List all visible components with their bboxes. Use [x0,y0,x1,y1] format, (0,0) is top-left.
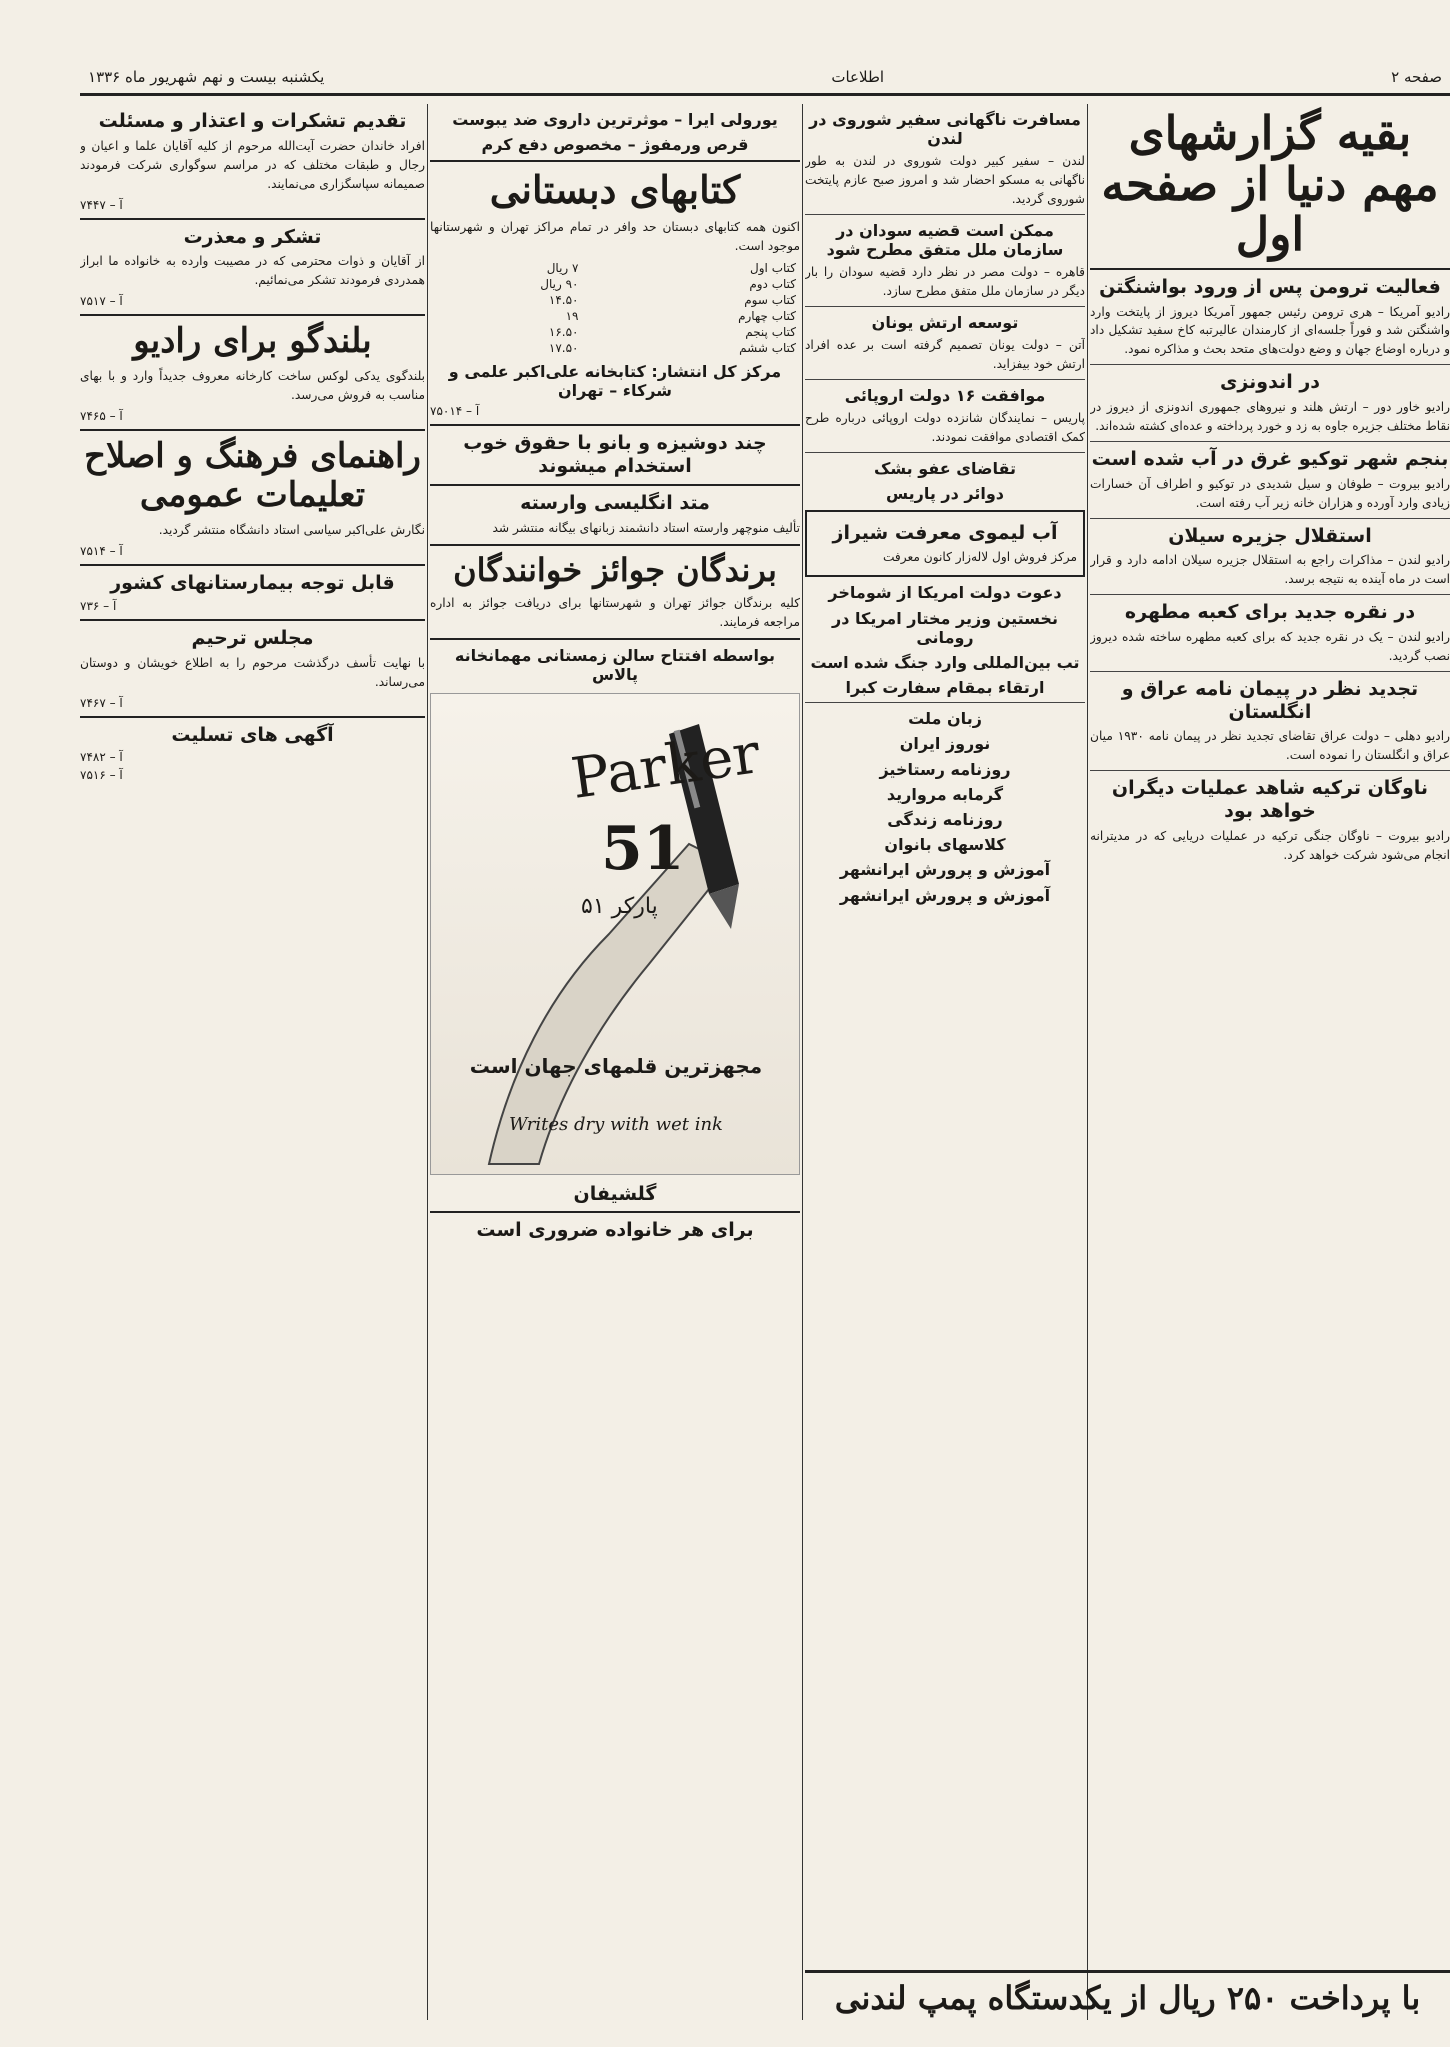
divider [805,379,1085,380]
divider [430,638,800,640]
prize-winners-body: کلیه برندگان جوائز تهران و شهرستانها برای دریافت جوائز به اداره مراجعه فرمایند. [430,596,800,630]
article-heading: تجدید نظر در پیمان نامه عراق و انگلستان [1121,677,1419,723]
parker-pen-ad [430,693,800,1175]
article-body: رادیو لندن – یک در نقره جدید که برای کعبه مطهره ساخته شده دیروز نصب گردید. [1090,629,1450,663]
price-value: ۹۰ ریال [540,276,579,291]
price-label: کتاب چهارم [738,308,796,323]
pump-ad-text: با پرداخت ۲۵۰ ریال از یکدستگاه پمپ لندنی [834,1979,1421,2017]
ad-body: تألیف منوچهر وارسته استاد دانشمند زبانهای بیگانه منتشر شد [492,520,800,535]
price-row [430,340,800,356]
price-label: کتاب پنجم [745,324,796,339]
article-body: رادیو بیروت – طوفان و سیل شدیدی در توکیو و اطراف آن خسارات زیادی وارد آورده و هزاران خانه زیر آب رفته است. [1090,476,1450,510]
ad-heading: بواسطه افتتاح سالن زمستانی مهمانخانه پالاس [454,646,776,685]
column-notices [80,104,425,2020]
parker-model-fa: پارکر ۵۱ [581,893,658,919]
page-header [80,60,1450,96]
article-body: رادیو لندن – مذاکرات راجع به استقلال جزیره سیلان ادامه دارد و قرار است در ماه آینده به نتیجه برسد. [1090,553,1450,587]
price-value: ۱۹ [565,308,579,323]
article-body: پاریس – نمایندگان شانزده دولت اروپائی درباره طرح کمک اقتصادی موافقت نمودند. [805,411,1085,445]
culture-guide-body: نگارش علی‌اکبر سیاسی استاد دانشگاه منتشر گردید. [158,523,425,538]
column-divider [427,104,428,2020]
price-row [430,292,800,308]
ad-heading: آموزش و پرورش ایرانشهر [839,860,1051,880]
ad-heading: برای هر خانواده ضروری است [476,1219,754,1242]
pump-ad-banner [805,1970,1450,2023]
article-heading: ناوگان ترکیه شاهد عملیات دیگران خواهد بود [1111,777,1429,822]
divider [805,452,1085,453]
ad-heading: آموزش و پرورش ایرانشهر [839,885,1051,905]
books-footer: مرکز کل انتشار: کتابخانه علی‌اکبر علمی و شرکاء – تهران [448,361,782,401]
notice-heading: تقدیم تشکرات و اعتذار و مسئلت [98,110,407,132]
ad-code: آ – ۷۴۶۵ [80,409,123,424]
notice-heading: قابل توجه بیمارستانهای کشور [110,572,395,595]
article-heading: در نقره جدید برای کعبه مطهره [1124,601,1416,624]
divider [430,424,800,426]
culture-guide-heading: راهنمای فرهنگ و اصلاح تعلیمات عمومی [84,436,421,516]
world-news-banner: بقیه گزارشهای مهم دنیا از صفحه اول [1090,104,1450,270]
price-row [430,308,800,324]
article-heading: دوائر در پاریس [885,484,1004,504]
ad-heading: گلشیفان [573,1182,657,1205]
ad-heading: چند دوشیزه و بانو با حقوق خوب استخدام میشوند [463,432,767,478]
article-heading: فعالیت ترومن پس از ورود بواشنگتن [1099,275,1441,298]
ad-heading: زبان ملت [908,709,982,729]
ad-code: آ – ۷۴۴۷ [80,197,123,212]
books-heading: کتابهای دبستانی [489,167,741,213]
parker-subslogan: Writes dry with wet ink [509,1113,723,1135]
page-number: صفحه ۲ [1391,67,1442,86]
ad-code: آ – ۷۵۱۶ [80,768,123,783]
ad-code: آ – ۷۴۸۲ [80,750,123,765]
article-heading: توسعه ارتش یونان [871,313,1019,333]
price-label: کتاب اول [750,260,796,275]
article-heading: ارتقاء بمقام سفارت کبرا [845,678,1045,698]
notice-body: از آقایان و ذوات محترمی که در مصیبت وارده به خانواده ما ابراز همدردی فرمودند تشکر می‌نمائیم. [80,254,425,288]
notice-heading: آگهی های تسلیت [171,723,334,746]
article-heading: ممکن است قضیه سودان در سازمان ملل متفق مطرح شود [826,221,1064,260]
ad-heading: روزنامه زندگی [887,810,1003,830]
notice-body: افراد خاندان حضرت آیت‌الله مرحوم از کلیه آقایان علما و اعیان و رجال و طبقات مختلف که در مراسم سوگواری شرکت فرمودند صمیمانه سپاسگزاری می‌نمایند. [80,138,425,191]
ad-body: مرکز فروش اول لاله‌زار کانون معرفت [882,550,1077,565]
price-label: کتاب سوم [744,292,796,307]
divider [430,484,800,486]
article-heading: دعوت دولت امریکا از شوماخر [828,583,1062,603]
newspaper-page [80,60,1450,2020]
price-value: ۱۶.۵۰ [548,324,579,339]
article-heading: بنجم شهر توکیو غرق در آب شده است [1091,447,1449,470]
ad-box [805,510,1085,578]
ad-heading: نوروز ایران [899,734,991,754]
divider [80,619,425,621]
price-value: ۱۷.۵۰ [548,340,579,355]
price-label: کتاب دوم [749,276,796,291]
price-label: کتاب ششم [739,340,796,355]
divider [1090,671,1450,672]
ad-heading: یورولی ایرا – موثرترین داروی ضد یبوست [452,110,778,129]
divider [1090,364,1450,365]
divider [430,544,800,546]
article-heading: موافقت ۱۶ دولت اروپائی [844,386,1046,406]
notice-heading: تشکر و معذرت [183,225,322,248]
article-heading: نخستین وزیر مختار امریکا در رومانی [832,608,1058,647]
parker-slogan: مجهزترین قلمهای جهان است [469,1053,763,1078]
divider [80,564,425,566]
divider [805,214,1085,215]
ad-heading: گرمابه مروارید [886,784,1004,804]
book-price-table [430,260,800,356]
ad-code: آ – ۷۵۱۷ [80,294,123,309]
divider [1090,770,1450,771]
price-value: ۱۴.۵۰ [548,292,579,307]
parker-brand: Parker [567,720,764,812]
ad-code: آ – ۷۴۶۷ [80,695,123,710]
ad-heading: قرص ورمفوژ – مخصوص دفع کرم [481,135,749,155]
article-heading: تقاضای عفو بشک [874,459,1016,479]
column-ads-center [430,104,800,2020]
divider [80,429,425,431]
divider [430,1211,800,1213]
issue-date: یکشنبه بیست و نهم شهریور ماه ۱۳۳۶ [88,67,325,86]
divider [1090,441,1450,442]
paper-name: اطلاعات [831,67,885,86]
ad-heading: متد انگلیسی وارسته [520,491,710,514]
divider [430,160,800,162]
article-heading: مسافرت ناگهانی سفیر شوروی در لندن [809,110,1081,149]
speaker-ad-heading: بلندگو برای رادیو [133,321,372,362]
notice-body: با نهایت تأسف درگذشت مرحوم را به اطلاع خویشان و دوستان می‌رساند. [80,655,425,689]
column-news-and-ads [805,104,1085,2020]
ad-heading: کلاسهای بانوان [884,835,1006,855]
article-body: قاهره – دولت مصر در نظر دارد قضیه سودان را بار دیگر در سازمان ملل متفق مطرح سازد. [805,265,1085,299]
books-body: اکنون همه کتابهای دبستان حد وافر در تمام مراکز تهران و شهرستانها موجود است. [430,220,800,253]
divider [1090,518,1450,519]
ad-heading: آب لیموی معرفت شیراز [832,521,1058,544]
price-row [430,324,800,340]
prize-winners-heading: برندگان جوائز خوانندگان [453,550,777,589]
article-body: لندن – سفیر کبیر دولت شوروی در لندن به طور ناگهانی به مسکو احضار شد و امروز صبح عازم پایتخت شوروی گردید. [805,154,1085,207]
article-body: رادیو خاور دور – ارتش هلند و نیروهای جمهوری اندونزی از دیروز در نقاط مختلف جزیره جاوه به زد و خورد پرداخته و عده‌ای کشته شده‌اند. [1090,400,1450,433]
ad-code: آ – ۷۵۱۴ [80,544,123,559]
article-body: رادیو دهلی – دولت عراق تقاضای تجدید نظر در پیمان نامه ۱۹۳۰ میان عراق و انگلستان را نموده است. [1090,729,1450,763]
column-divider [1087,104,1088,2020]
divider [80,314,425,316]
column-divider [802,104,803,2020]
divider [805,306,1085,307]
divider [80,218,425,220]
speaker-ad-body: بلندگوی یدکی لوکس ساخت کارخانه معروف جدیداً وارد و با بهای مناسب به فروش می‌رسد. [80,369,425,403]
divider [80,716,425,718]
divider [805,702,1085,703]
price-row [430,260,800,276]
ad-code: آ – ۷۵۰۱۴ [430,404,480,419]
article-heading: تب بین‌المللی وارد جنگ شده است [810,652,1080,672]
parker-model: 51 [601,813,685,884]
divider [1090,594,1450,595]
article-body: آتن – دولت یونان تصمیم گرفته است بر عده افراد ارتش خود بیفزاید. [805,338,1085,372]
article-body: رادیو بیروت – ناوگان جنگی ترکیه در عملیات دریایی که در مدیترانه انجام می‌شود شرکت خواهد کرد. [1090,828,1450,862]
ad-code: آ – ۷۳۶ [80,598,117,613]
article-heading: در اندونزی [1219,371,1321,394]
article-body: رادیو آمریکا – هری ترومن رئیس جمهور آمریکا دیروز از پایتخت وارد واشنگتن شد و فوراً جلسه‌ای از کارمندان عالیرتبه کاخ سفید تشکیل داد و درباره اوضاع جهان و وضع دولت‌های متحد بحث و مذاکره نمود. [1090,304,1450,357]
price-row [430,276,800,292]
notice-heading: مجلس ترحیم [191,626,314,649]
article-heading: استقلال جزیره سیلان [1168,524,1372,547]
price-value: ۷ ریال [546,260,579,275]
ad-heading: روزنامه رستاخیز [879,759,1011,779]
column-world-news [1090,104,1450,2020]
